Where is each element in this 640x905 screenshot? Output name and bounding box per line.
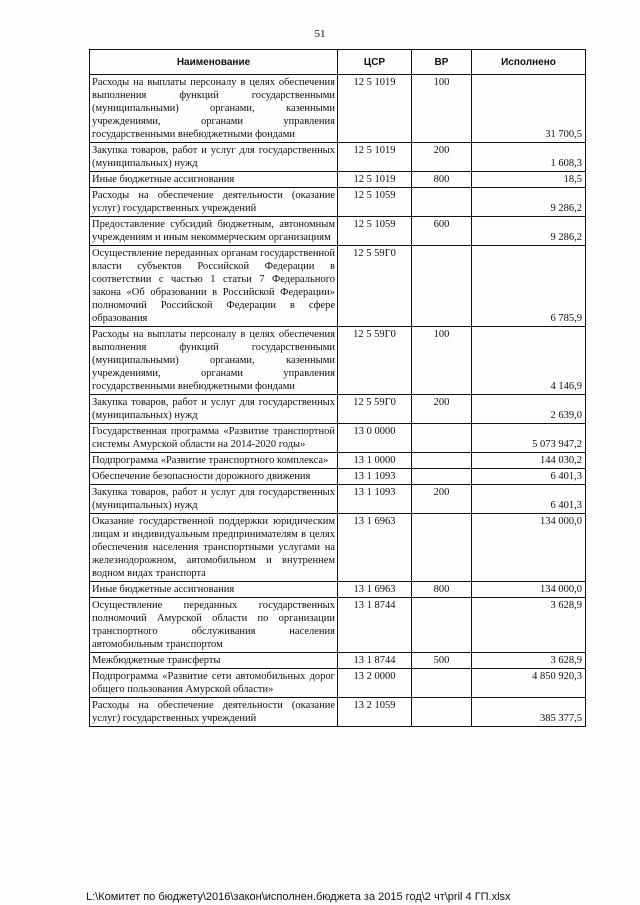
row-value-cell: 6 401,3	[472, 485, 586, 514]
row-vr-cell: 600	[412, 217, 472, 246]
row-name-cell: Расходы на обеспечение деятельности (оказание услуг) государственных учреждений	[90, 698, 338, 727]
row-vr-cell	[412, 669, 472, 698]
row-name-cell: Государственная программа «Развитие транспортной системы Амурской области на 2014-2020 годы»	[90, 424, 338, 453]
row-vr-cell	[412, 469, 472, 485]
row-csr-cell: 12 5 1019	[338, 172, 412, 188]
row-vr-cell: 100	[412, 327, 472, 395]
row-value-cell: 3 628,9	[472, 653, 586, 669]
row-csr-cell: 13 0 0000	[338, 424, 412, 453]
row-name-cell: Осуществление переданных органам государственной власти субъектов Российской Федерации в соответствии с частью 1 статьи 7 Федерального закона «Об образовании в Российской Федерации» полномочий Российской Федерации в сфере образования	[90, 246, 338, 327]
table-row	[90, 217, 586, 246]
row-value-cell: 385 377,5	[472, 698, 586, 727]
table-row	[90, 582, 586, 598]
header-vr: ВР	[412, 50, 472, 75]
table-row	[90, 598, 586, 653]
row-value-cell: 5 073 947,2	[472, 424, 586, 453]
row-vr-cell	[412, 424, 472, 453]
row-value-cell: 9 286,2	[472, 217, 586, 246]
table-row	[90, 653, 586, 669]
row-name-cell: Межбюджетные трансферты	[90, 653, 338, 669]
header-csr: ЦСР	[338, 50, 412, 75]
row-name-cell: Подпрограмма «Развитие сети автомобильных дорог общего пользования Амурской области»	[90, 669, 338, 698]
page-number: 51	[314, 28, 326, 40]
row-name-cell: Обеспечение безопасности дорожного движения	[90, 469, 338, 485]
row-csr-cell: 12 5 59Г0	[338, 327, 412, 395]
table-row	[90, 172, 586, 188]
table-row	[90, 453, 586, 469]
row-value-cell: 6 401,3	[472, 469, 586, 485]
header-name: Наименование	[90, 50, 338, 75]
row-value-cell: 4 146,9	[472, 327, 586, 395]
row-value-cell: 144 030,2	[472, 453, 586, 469]
row-csr-cell: 13 1 1093	[338, 485, 412, 514]
row-name-cell: Предоставление субсидий бюджетным, автономным учреждениям и иным некоммерческим организациям	[90, 217, 338, 246]
table-row	[90, 424, 586, 453]
file-path-footer: L:\Комитет по бюджету\2016\закон\исполнен.бюджета за 2015 год\2 чт\pril 4 ГП.xlsx	[86, 891, 511, 903]
row-name-cell: Закупка товаров, работ и услуг для государственных (муниципальных) нужд	[90, 395, 338, 424]
row-csr-cell: 12 5 59Г0	[338, 395, 412, 424]
table-row	[90, 188, 586, 217]
row-value-cell: 6 785,9	[472, 246, 586, 327]
row-name-cell: Иные бюджетные ассигнования	[90, 582, 338, 598]
row-value-cell: 4 850 920,3	[472, 669, 586, 698]
row-csr-cell: 13 1 1093	[338, 469, 412, 485]
row-vr-cell	[412, 246, 472, 327]
table-row	[90, 469, 586, 485]
row-vr-cell: 200	[412, 395, 472, 424]
row-value-cell: 134 000,0	[472, 514, 586, 582]
row-vr-cell	[412, 188, 472, 217]
row-value-cell: 3 628,9	[472, 598, 586, 653]
row-vr-cell: 200	[412, 485, 472, 514]
header-done: Исполнено	[472, 50, 586, 75]
row-vr-cell	[412, 698, 472, 727]
row-name-cell: Иные бюджетные ассигнования	[90, 172, 338, 188]
table-row	[90, 327, 586, 395]
row-value-cell: 18,5	[472, 172, 586, 188]
row-csr-cell: 12 5 1059	[338, 217, 412, 246]
row-name-cell: Расходы на выплаты персоналу в целях обеспечения выполнения функций государственными (муниципальными) органами, казенными учреждениями, органами управления государственными внебюджетными фондами	[90, 327, 338, 395]
table-row	[90, 246, 586, 327]
row-value-cell: 31 700,5	[472, 75, 586, 143]
row-csr-cell: 12 5 1059	[338, 188, 412, 217]
row-vr-cell	[412, 514, 472, 582]
row-name-cell: Закупка товаров, работ и услуг для государственных (муниципальных) нужд	[90, 485, 338, 514]
row-csr-cell: 12 5 1019	[338, 143, 412, 172]
row-name-cell: Расходы на обеспечение деятельности (оказание услуг) государственных учреждений	[90, 188, 338, 217]
row-name-cell: Осуществление переданных государственных полномочий Амурской области по организации транспортного обслуживания населения автомобильным транспортом	[90, 598, 338, 653]
row-csr-cell: 13 1 6963	[338, 514, 412, 582]
table-header-row	[90, 50, 586, 75]
row-value-cell: 2 639,0	[472, 395, 586, 424]
row-csr-cell: 13 1 8744	[338, 653, 412, 669]
table-body	[90, 75, 586, 727]
table-row	[90, 698, 586, 727]
row-name-cell: Подпрограмма «Развитие транспортного комплекса»	[90, 453, 338, 469]
budget-table-container	[89, 49, 585, 727]
table-row	[90, 395, 586, 424]
row-vr-cell	[412, 453, 472, 469]
budget-table	[89, 49, 586, 727]
row-name-cell: Оказание государственной поддержки юридическим лицам и индивидуальным предпринимателям в целях обеспечения населения транспортными услугами на железнодорожном, автомобильном и внутреннем водном видах транспорта	[90, 514, 338, 582]
row-vr-cell: 800	[412, 172, 472, 188]
row-value-cell: 134 000,0	[472, 582, 586, 598]
row-vr-cell: 800	[412, 582, 472, 598]
row-csr-cell: 12 5 59Г0	[338, 246, 412, 327]
row-csr-cell: 13 1 0000	[338, 453, 412, 469]
row-csr-cell: 13 1 8744	[338, 598, 412, 653]
table-row	[90, 514, 586, 582]
row-vr-cell: 200	[412, 143, 472, 172]
row-csr-cell: 13 2 1059	[338, 698, 412, 727]
table-row	[90, 485, 586, 514]
row-name-cell: Закупка товаров, работ и услуг для государственных (муниципальных) нужд	[90, 143, 338, 172]
row-value-cell: 9 286,2	[472, 188, 586, 217]
row-csr-cell: 13 2 0000	[338, 669, 412, 698]
row-csr-cell: 13 1 6963	[338, 582, 412, 598]
row-csr-cell: 12 5 1019	[338, 75, 412, 143]
table-row	[90, 75, 586, 143]
table-row	[90, 669, 586, 698]
row-vr-cell: 500	[412, 653, 472, 669]
row-value-cell: 1 608,3	[472, 143, 586, 172]
row-vr-cell: 100	[412, 75, 472, 143]
row-vr-cell	[412, 598, 472, 653]
table-row	[90, 143, 586, 172]
row-name-cell: Расходы на выплаты персоналу в целях обеспечения выполнения функций государственными (муниципальными) органами, казенными учреждениями, органами управления государственными внебюджетными фондами	[90, 75, 338, 143]
